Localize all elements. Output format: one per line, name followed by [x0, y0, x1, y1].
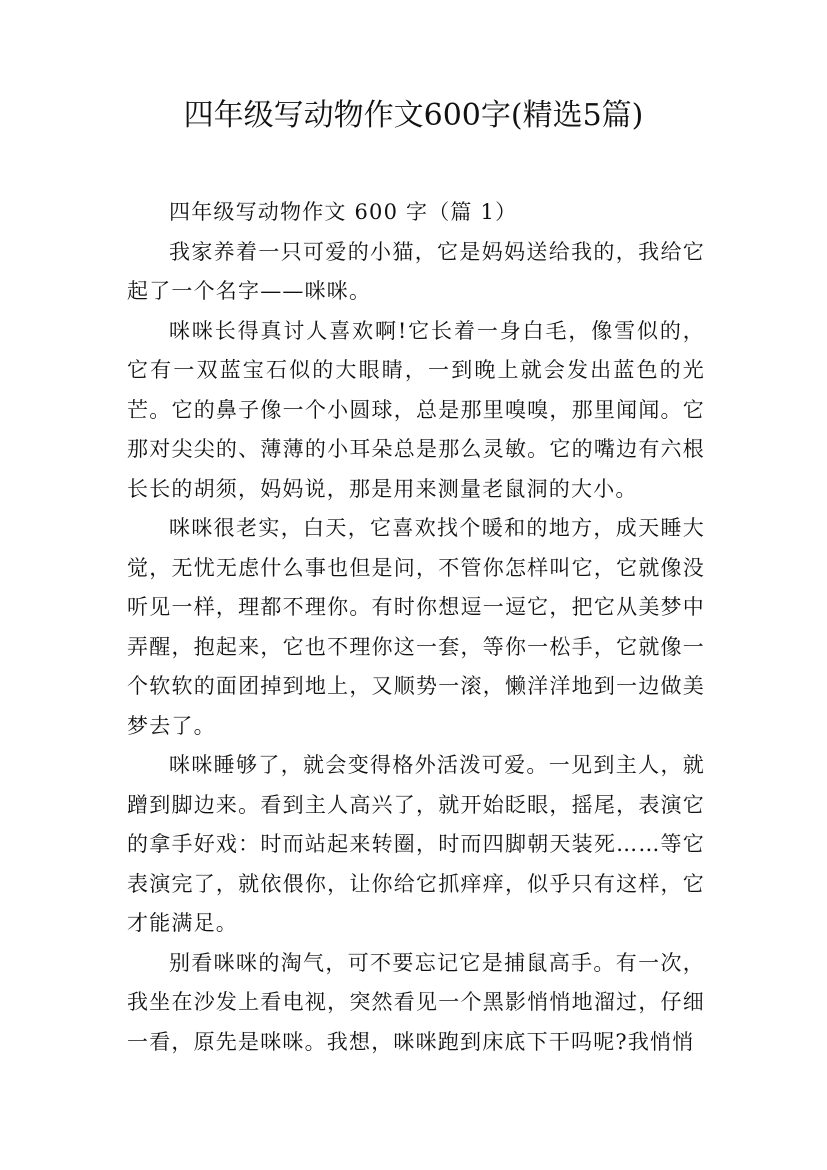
paragraph: 咪咪长得真讨人喜欢啊!它长着一身白毛，像雪似的，它有一双蓝宝石似的大眼睛，一到晚上就会发出蓝色的光芒。它的鼻子像一个小圆球，总是那里嗅嗅，那里闻闻。它那对尖尖的、薄薄的小耳朵总是那么灵敏。它的嘴边有六根长长的胡须，妈妈说，那是用来测量老鼠洞的大小。 — [127, 318, 705, 501]
paragraph: 咪咪睡够了，就会变得格外活泼可爱。一见到主人，就蹭到脚边来。看到主人高兴了，就开始眨眼，摇尾，表演它的拿手好戏：时而站起来转圈，时而四脚朝天装死……等它表演完了，就依偎你，让你给它抓痒痒，似乎只有这样，它才能满足。 — [127, 753, 705, 935]
document-title: 四年级写动物作文600字(精选5篇) — [183, 98, 644, 133]
section-heading: 四年级写动物作文 600 字（篇 1） — [169, 200, 518, 224]
paragraph: 别看咪咪的淘气，可不要忘记它是捕鼠高手。有一次，我坐在沙发上看电视，突然看见一个黑影悄悄地溜过，仔细一看，原先是咪咪。我想，咪咪跑到床底下干吗呢?我悄悄 — [127, 950, 705, 1054]
paragraph: 咪咪很老实，白天，它喜欢找个暖和的地方，成天睡大觉，无忧无虑什么事也但是问，不管你怎样叫它，它就像没听见一样，理都不理你。有时你想逗一逗它，把它从美梦中弄醒，抱起来，它也不理你这一套，等你一松手，它就像一个软软的面团掉到地上，又顺势一滚，懒洋洋地到一边做美梦去了。 — [127, 516, 705, 738]
paragraph: 我家养着一只可爱的小猫，它是妈妈送给我的，我给它起了一个名字——咪咪。 — [127, 239, 705, 303]
document-body — [127, 193, 705, 1062]
